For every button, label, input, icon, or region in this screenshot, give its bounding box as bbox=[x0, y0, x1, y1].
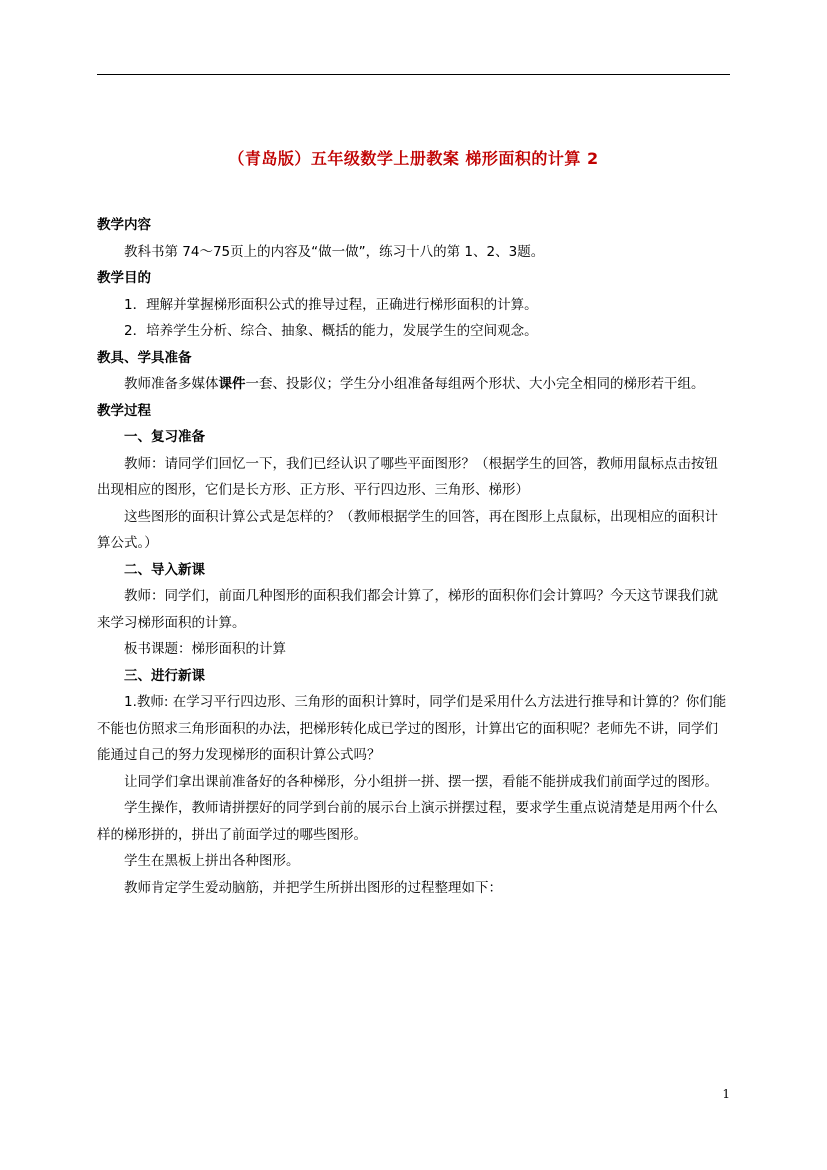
paragraph-new-3: 学生操作，教师请拼摆好的同学到台前的展示台上演示拼摆过程，要求学生重点说清楚是用两个什么样的梯形拼的，拼出了前面学过的哪些图形。 bbox=[97, 800, 718, 843]
section-heading-tools: 教具、学具准备 bbox=[97, 349, 192, 366]
document-title: （青岛版）五年级数学上册教案 梯形面积的计算 2 bbox=[228, 149, 599, 168]
goal-item-2: 2．培养学生分析、综合、抽象、概括的能力，发展学生的空间观念。 bbox=[124, 323, 538, 339]
document-body bbox=[97, 212, 730, 901]
paragraph-review-1: 教师：请同学们回忆一下，我们已经认识了哪些平面图形？（根据学生的回答，教师用鼠标点击按钮出现相应的图形，它们是长方形、正方形、平行四边形、三角形、梯形） bbox=[97, 455, 718, 498]
subheading-new-lesson: 三、进行新课 bbox=[124, 667, 205, 684]
subheading-intro: 二、导入新课 bbox=[124, 561, 205, 578]
goal-item-1: 1．理解并掌握梯形面积公式的推导过程，正确进行梯形面积的计算。 bbox=[124, 296, 538, 313]
paragraph-new-1: 1.教师: 在学习平行四边形、三角形的面积计算时，同学们是采用什么方法进行推导和计算的？你们能不能也仿照求三角形面积的办法，把梯形转化成已学过的图形，计算出它的面积呢？老师先不讲，同学们能通过自己的努力发现梯形的面积计算公式吗？ bbox=[97, 694, 727, 763]
paragraph-review-2: 这些图形的面积计算公式是怎样的？（教师根据学生的回答，再在图形上点鼠标，出现相应的面积计算公式。） bbox=[97, 508, 718, 551]
paragraph-intro-1: 教师：同学们，前面几种图形的面积我们都会计算了，梯形的面积你们会计算吗？今天这节课我们就来学习梯形面积的计算。 bbox=[97, 588, 718, 631]
tools-text-before: 教师准备多媒体 bbox=[124, 376, 219, 392]
section-heading-content: 教学内容 bbox=[97, 217, 151, 233]
section-heading-process: 教学过程 bbox=[97, 402, 151, 419]
section-heading-goals: 教学目的 bbox=[97, 270, 151, 286]
tools-text-bold: 课件 bbox=[218, 376, 246, 392]
paragraph-content: 教科书第 74～75页上的内容及“做一做”，练习十八的第 1、2、3题。 bbox=[124, 243, 545, 260]
paragraph-intro-2: 板书课题：梯形面积的计算 bbox=[124, 641, 286, 657]
paragraph-tools bbox=[97, 371, 730, 398]
tools-text-after: 一套、投影仪；学生分小组准备每组两个形状、大小完全相同的梯形若干组。 bbox=[245, 376, 705, 392]
page-number: 1 bbox=[722, 1087, 730, 1101]
header-rule bbox=[97, 74, 730, 75]
paragraph-new-4: 学生在黑板上拼出各种图形。 bbox=[124, 853, 300, 869]
subheading-review: 一、复习准备 bbox=[124, 429, 205, 445]
paragraph-new-2: 让同学们拿出课前准备好的各种梯形，分小组拼一拼、摆一摆，看能不能拼成我们前面学过的图形。 bbox=[124, 773, 718, 790]
paragraph-new-5: 教师肯定学生爱动脑筋，并把学生所拼出图形的过程整理如下： bbox=[124, 879, 502, 896]
